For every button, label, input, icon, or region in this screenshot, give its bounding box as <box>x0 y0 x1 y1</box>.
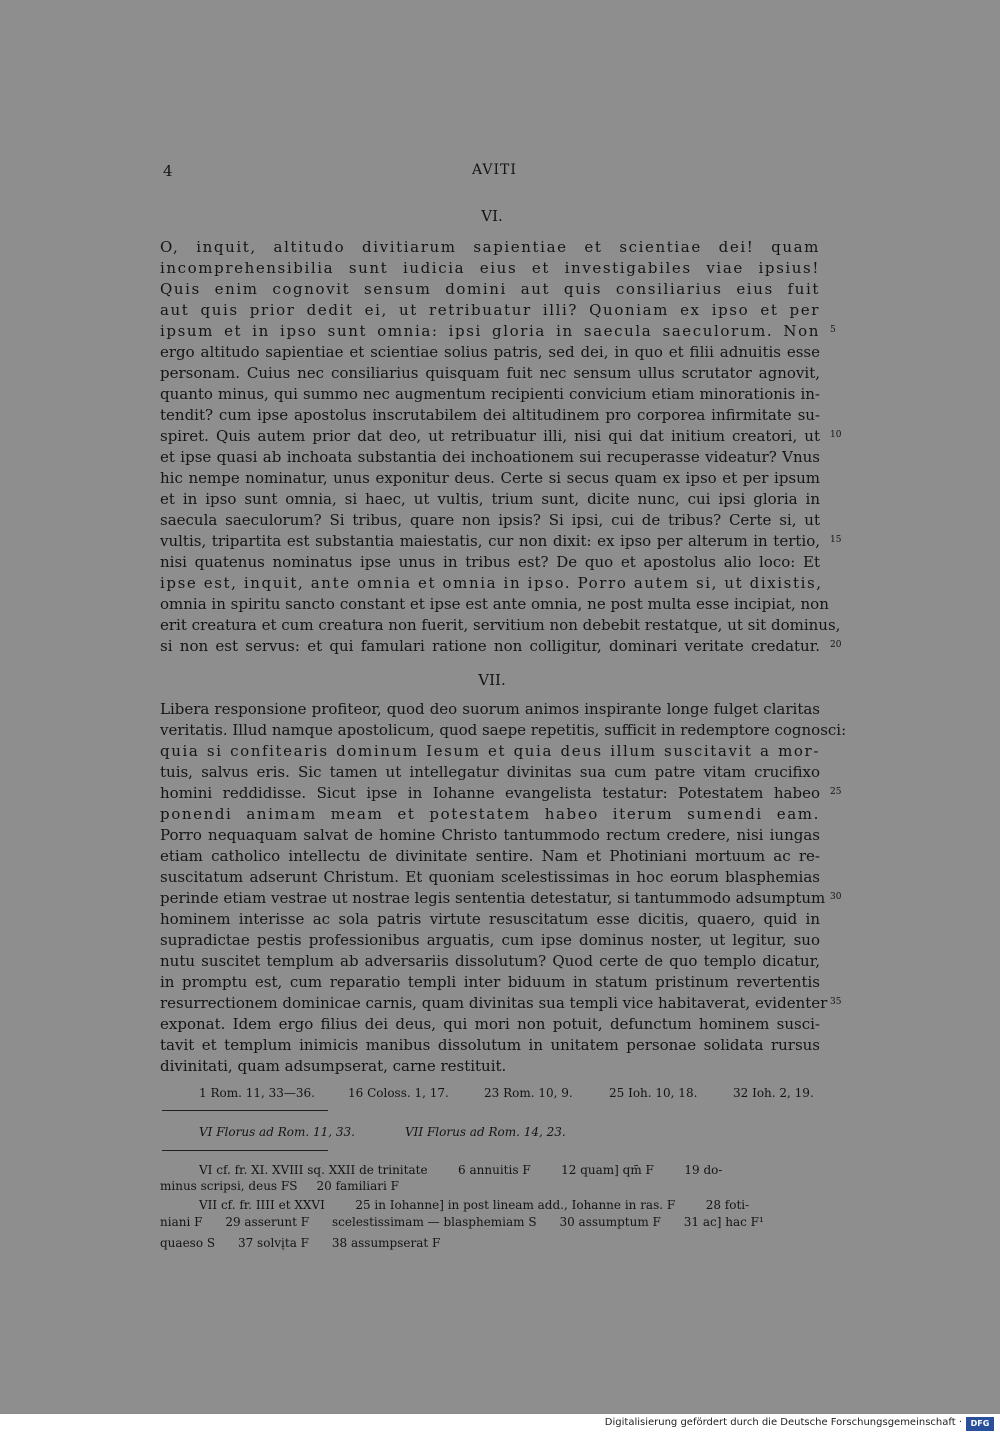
text-line: et in ipso sunt omnia, si haec, ut vultis, trium sunt, dicite nunc, cui ipsi gloria in <box>160 490 820 508</box>
text-line: in promptu est, cum reparatio templi inter biduum in statum pristinum revertentis <box>160 973 820 991</box>
text-line: tavit et templum inimicis manibus dissolutum in unitatem personae solidata rursus <box>160 1036 820 1054</box>
critical-note-line: minus scripsi, deus FS 20 familiari F <box>160 1179 399 1193</box>
text-line: ponendi animam meam et potestatem habeo iterum sumendi eam. <box>160 805 820 823</box>
text-line: et ipse quasi ab inchoata substantia dei inchoationem sui recuperasse videatur? Vnus <box>160 448 820 466</box>
text-line: veritatis. Illud namque apostolicum, quod saepe repetitis, sufficit in redemptore cognosci: <box>160 721 847 739</box>
apparatus-rule <box>162 1150 328 1151</box>
line-number: 5 <box>830 325 836 335</box>
text-line: nutu suscitet templum ab adversariis dissolutum? Quod certe de quo templo dicatur, <box>160 952 820 970</box>
text-line: personam. Cuius nec consiliarius quisquam fuit nec sensum ullus scrutator agnovit, <box>160 364 820 382</box>
text-line: resurrectionem dominicae carnis, quam divinitas sua templi vice habitaverat, evidenter <box>160 994 828 1012</box>
text-line: etiam catholico intellectu de divinitate sentire. Nam et Photiniani mortuum ac re- <box>160 847 820 865</box>
biblical-reference: 32 Ioh. 2, 19. <box>733 1086 814 1100</box>
text-line: quia si confitearis dominum Iesum et quia deus illum suscitavit a mor- <box>160 742 820 760</box>
text-line: si non est servus: et qui famulari ratione non colligitur, dominari veritate credatur. <box>160 637 820 655</box>
biblical-reference: 23 Rom. 10, 9. <box>484 1086 573 1100</box>
text-line: erit creatura et cum creatura non fuerit, servitium non debebit restatque, ut sit dominus, <box>160 616 841 634</box>
text-line: O, inquit, altitudo divitiarum sapientiae et scientiae dei! quam <box>160 238 820 256</box>
line-number: 25 <box>830 787 842 797</box>
text-line: tuis, salvus eris. Sic tamen ut intellegatur divinitas sua cum patre vitam crucifixo <box>160 763 820 781</box>
text-line: quanto minus, qui summo nec augmentum recipienti convicium etiam minorationis in- <box>160 385 820 403</box>
section-number: VI. <box>481 207 503 225</box>
line-number: 35 <box>830 997 842 1007</box>
text-line: ipsum et in ipso sunt omnia: ipsi gloria in saecula saeculorum. Non <box>160 322 820 340</box>
critical-note-line: quaeso S 37 solvįta F 38 assumpserat F <box>160 1236 441 1250</box>
text-line: saecula saeculorum? Si tribus, quare non ipsis? Si ipsi, cui de tribus? Certe si, ut <box>160 511 820 529</box>
critical-note-line: VI cf. fr. XI. XVIII sq. XXII de trinitate 6 annuitis F 12 quam] qm̄ F 19 do- <box>199 1163 723 1177</box>
text-line: tendit? cum ipse apostolus inscrutabilem dei altitudinem pro corporea infirmitate su- <box>160 406 820 424</box>
text-line: divinitati, quam adsumpserat, carne restituit. <box>160 1057 507 1075</box>
critical-note-line: niani F 29 asserunt F scelestissimam — blasphemiam S 30 assumptum F 31 ac] hac F¹ <box>160 1215 764 1229</box>
section-number: VII. <box>478 671 506 689</box>
text-line: exponat. Idem ergo filius dei deus, qui mori non potuit, defunctum hominem susci- <box>160 1015 820 1033</box>
text-line: omnia in spiritu sancto constant et ipse est ante omnia, ne post multa esse incipiat, non <box>160 595 829 613</box>
text-line: vultis, tripartita est substantia maiestatis, cur non dixit: ex ipso per alterum in tertio, <box>160 532 820 550</box>
text-line: homini reddidisse. Sicut ipse in Iohanne evangelista testatur: Potestatem habeo <box>160 784 820 802</box>
text-line: Libera responsione profiteor, quod deo suorum animos inspirante longe fulget claritas <box>160 700 820 718</box>
text-line: supradictae pestis professionibus arguatis, cum ipse dominus noster, ut legitur, suo <box>160 931 820 949</box>
text-line: ipse est, inquit, ante omnia et omnia in ipso. Porro autem si, ut dixistis, <box>160 574 823 592</box>
page-number: 4 <box>163 162 173 180</box>
biblical-reference: 1 Rom. 11, 33—36. <box>199 1086 315 1100</box>
text-line: hominem interisse ac sola patris virtute resuscitatum esse dicitis, quaero, quid in <box>160 910 820 928</box>
line-number: 15 <box>830 535 842 545</box>
testimonium: VII Florus ad Rom. 14, 23. <box>405 1125 566 1139</box>
apparatus-rule <box>162 1110 328 1111</box>
text-line: perinde etiam vestrae ut nostrae legis sententia detestatur, si tantummodo adsumptum <box>160 889 826 907</box>
text-line: ergo altitudo sapientiae et scientiae solius patris, sed dei, in quo et filii adnuitis esse <box>160 343 820 361</box>
text-line: Porro nequaquam salvat de homine Christo tantummodo rectum credere, nisi iungas <box>160 826 820 844</box>
biblical-reference: 25 Ioh. 10, 18. <box>609 1086 698 1100</box>
critical-note-line: VII cf. fr. IIII et XXVI 25 in Iohanne] in post lineam add., Iohanne in ras. F 28 foti- <box>199 1198 750 1212</box>
text-line: incomprehensibilia sunt iudicia eius et investigabiles viae ipsius! <box>160 259 820 277</box>
dfg-logo: DFG <box>966 1417 994 1431</box>
funding-footer <box>0 1414 1000 1434</box>
text-line: Quis enim cognovit sensum domini aut quis consiliarius eius fuit <box>160 280 820 298</box>
text-line: suscitatum adserunt Christum. Et quoniam scelestissimas in hoc eorum blasphemias <box>160 868 820 886</box>
footer-text: Digitalisierung gefördert durch die Deutsche Forschungsgemeinschaft · <box>604 1417 962 1428</box>
testimonium: VI Florus ad Rom. 11, 33. <box>199 1125 355 1139</box>
text-line: spiret. Quis autem prior dat deo, ut retribuatur illi, nisi qui dat initium creatori, ut <box>160 427 820 445</box>
line-number: 30 <box>830 892 842 902</box>
line-number: 10 <box>830 430 842 440</box>
text-line: hic nempe nominatur, unus exponitur deus. Certe si secus quam ex ipso et per ipsum <box>160 469 820 487</box>
text-line: aut quis prior dedit ei, ut retribuatur illi? Quoniam ex ipso et per <box>160 301 820 319</box>
running-title: AVITI <box>472 162 517 178</box>
biblical-reference: 16 Coloss. 1, 17. <box>348 1086 449 1100</box>
text-line: nisi quatenus nominatus ipse unus in tribus est? De quo et apostolus alio loco: Et <box>160 553 820 571</box>
line-number: 20 <box>830 640 842 650</box>
